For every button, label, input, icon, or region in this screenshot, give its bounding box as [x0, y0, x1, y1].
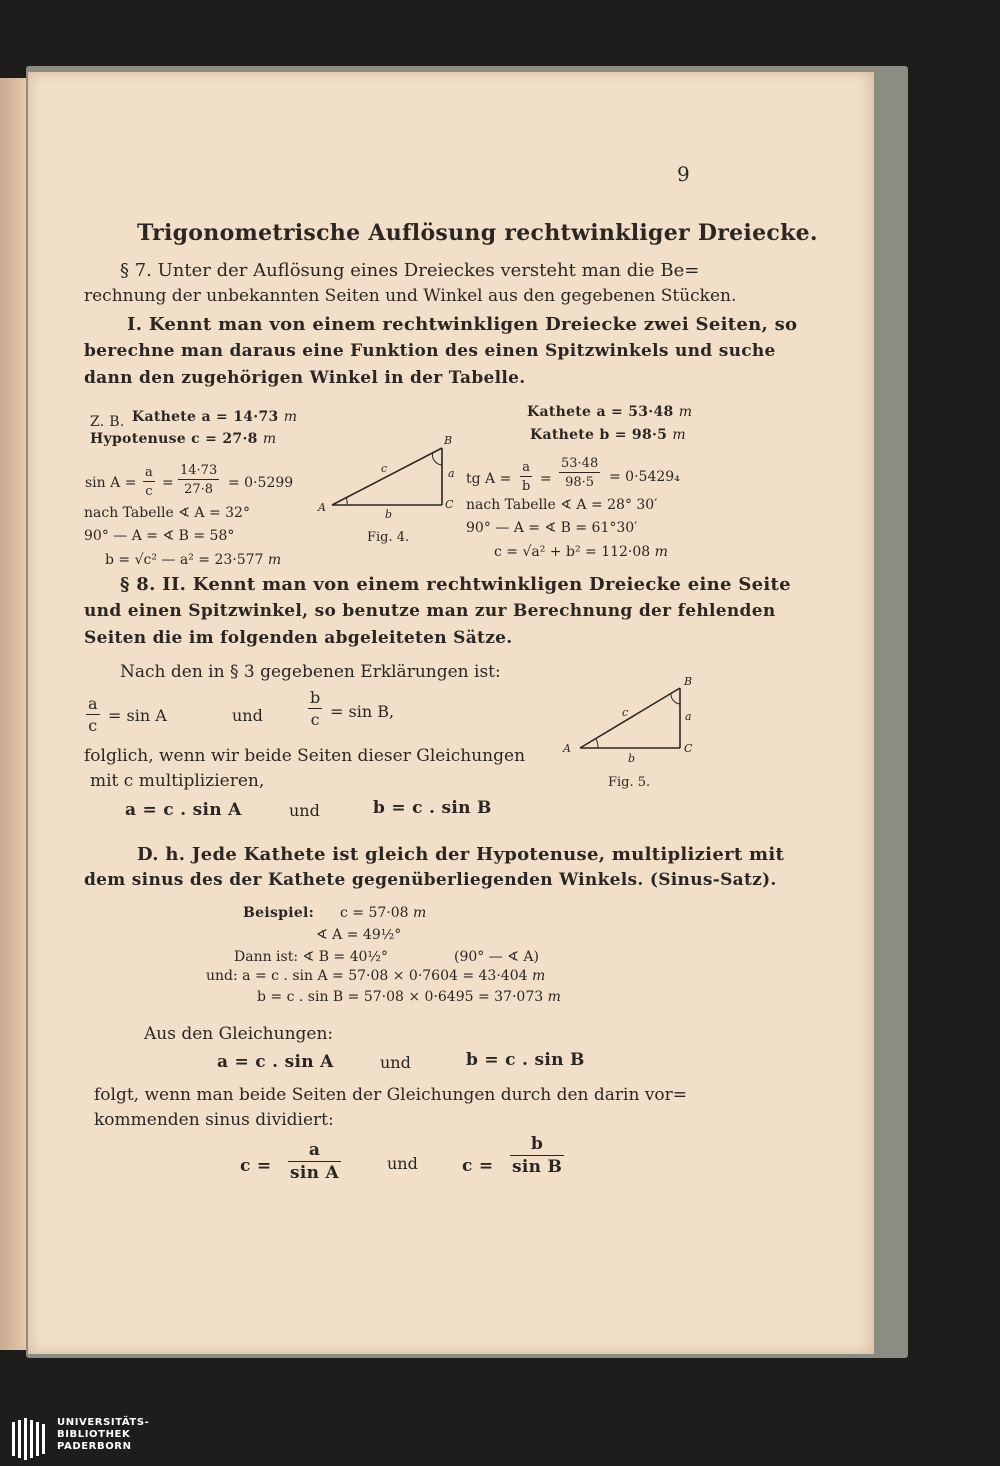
example-1-kathete: Kathete a = 14·73 m: [132, 409, 298, 425]
eq1-fraction: $\frac{a}{c}$: [88, 694, 98, 735]
library-name-line-3: PADERBORN: [57, 1441, 132, 1452]
result-b-formula: b = c . sin B: [373, 798, 492, 818]
example-1-table-angle: nach Tabelle ∢ A = 32°: [84, 505, 250, 521]
example-1-sin-lhs: sin A =: [85, 475, 137, 491]
beispiel-label: Beispiel:: [243, 905, 315, 921]
figure-4-vertex-c: C: [445, 498, 454, 511]
example-1-hypotenuse: Hypotenuse c = 27·8 m: [90, 431, 277, 447]
left-page-edge: [0, 78, 26, 1350]
rule-1-line-2: berechne man daraus eine Funktion des einen Spitzwinkels und suche: [84, 341, 776, 361]
library-name-line-2: BIBLIOTHEK: [57, 1429, 131, 1440]
figure-5-caption: Fig. 5.: [608, 775, 651, 790]
figure-5-side-a: a: [685, 710, 692, 723]
library-logo: [10, 1416, 50, 1462]
example-2-c-line: c = √a² + b² = 112·08 m: [494, 544, 668, 560]
result-a-formula: a = c . sin A: [125, 800, 242, 820]
example-1-fraction-values: $\frac{14\cdot 73}{27\cdot 8}$: [180, 463, 218, 497]
paragraph-8-line-3: Seiten die im folgenden abgeleiteten Sätze.: [84, 628, 513, 648]
folgt-line-1: folgt, wenn man beide Seiten der Gleichungen durch den darin vor=: [94, 1085, 688, 1105]
final-und: und: [387, 1154, 418, 1173]
result-und: und: [289, 801, 320, 820]
example-2-tg-result: = 0·5429₄: [609, 469, 680, 485]
final-c1-lhs: c =: [240, 1156, 272, 1176]
theorem-line-1: D. h. Jede Kathete ist gleich der Hypotenuse, multipliziert mit: [137, 844, 785, 865]
eq1-und: und: [232, 706, 263, 725]
figure-4-side-b: b: [385, 508, 393, 521]
example-1-prefix: Z. B.: [90, 414, 125, 430]
figure-5-side-c: c: [622, 706, 629, 719]
eq2-fraction: $\frac{b}{c}$: [310, 688, 321, 729]
example-2-kathete-b: Kathete b = 98·5 m: [530, 427, 686, 443]
example-2-equals: =: [540, 471, 552, 487]
folglich-line-1: folglich, wenn wir beide Seiten dieser Gleichungen: [84, 746, 526, 766]
example-2-table-angle: nach Tabelle ∢ A = 28° 30′: [466, 497, 658, 513]
paragraph-7-line-1: § 7. Unter der Auflösung eines Dreieckes versteht man die Be=: [120, 260, 700, 281]
final-c2-lhs: c =: [462, 1156, 494, 1176]
example-1-b-line: b = √c² — a² = 23·577 m: [105, 552, 282, 568]
figure-5-vertex-a: A: [563, 742, 571, 755]
folglich-line-2: mit c multiplizieren,: [90, 771, 265, 791]
figure-5-side-b: b: [628, 752, 636, 762]
page-number: 9: [677, 162, 690, 186]
final-c1-fraction: $\frac{a}{\text{sin A}}$: [290, 1140, 339, 1183]
rule-1-line-3: dann den zugehörigen Winkel in der Tabelle.: [84, 368, 526, 388]
eqs2-b-formula: b = c . sin B: [466, 1050, 585, 1070]
library-footer: [0, 1414, 1000, 1466]
figure-4-diagram: [315, 432, 465, 522]
page-heading: Trigonometrische Auflösung rechtwinkliger Dreiecke.: [137, 220, 818, 246]
example-2-fraction-a-over-b: $\frac{a}{b}$: [522, 460, 531, 494]
example-1-equals: =: [162, 475, 174, 491]
paragraph-7-line-2: rechnung der unbekannten Seiten und Winkel aus den gegebenen Stücken.: [84, 286, 737, 306]
beispiel-angle-a: ∢ A = 49½°: [316, 927, 402, 943]
figure-4-side-c: c: [381, 462, 388, 475]
beispiel-und-a-line: und: a = c . sin A = 57·08 × 0·7604 = 43·404 m: [206, 968, 546, 984]
paragraph-8-line-2: und einen Spitzwinkel, so benutze man zur Berechnung der fehlenden: [84, 601, 776, 621]
eq2-rhs: = sin B,: [330, 702, 395, 721]
eq1-rhs: = sin A: [108, 706, 167, 725]
figure-4-vertex-a: A: [318, 501, 326, 514]
example-2-angle-b: 90° — A = ∢ B = 61°30′: [466, 520, 638, 536]
beispiel-c-line: c = 57·08 m: [340, 905, 427, 921]
beispiel-b-line: b = c . sin B = 57·08 × 0·6495 = 37·073 m: [257, 989, 561, 1005]
example-2-kathete-a: Kathete a = 53·48 m: [527, 404, 693, 420]
example-2-tg-lhs: tg A =: [466, 471, 512, 487]
figure-5-vertex-c: C: [684, 742, 693, 755]
beispiel-dann-note: (90° — ∢ A): [454, 949, 539, 965]
example-1-angle-b: 90° — A = ∢ B = 58°: [84, 528, 235, 544]
example-1-fraction-a-over-c: $\frac{a}{c}$: [145, 465, 153, 499]
figure-4-vertex-b: B: [444, 434, 453, 447]
figure-4-caption: Fig. 4.: [367, 530, 410, 545]
final-c2-fraction: $\frac{b}{\text{sin B}}$: [512, 1134, 563, 1177]
figure-5-vertex-b: B: [684, 675, 693, 688]
beispiel-dann-ist: Dann ist: ∢ B = 40½°: [234, 949, 388, 965]
nach-den-line: Nach den in § 3 gegebenen Erklärungen ist:: [120, 662, 501, 682]
figure-5-diagram: [558, 672, 708, 762]
aus-den-line: Aus den Gleichungen:: [144, 1024, 334, 1044]
folgt-line-2: kommenden sinus dividiert:: [94, 1110, 334, 1130]
example-1-sin-result: = 0·5299: [228, 475, 294, 491]
eqs2-a-formula: a = c . sin A: [217, 1052, 334, 1072]
figure-4-side-a: a: [448, 467, 455, 480]
library-name-line-1: UNIVERSITÄTS-: [57, 1417, 150, 1428]
rule-1-line-1: I. Kennt man von einem rechtwinkligen Dreiecke zwei Seiten, so: [127, 314, 798, 335]
paragraph-8-line-1: § 8. II. Kennt man von einem rechtwinkligen Dreiecke eine Seite: [120, 574, 791, 595]
eqs2-und: und: [380, 1053, 411, 1072]
example-2-fraction-values: $\frac{53\cdot 48}{98\cdot 5}$: [561, 456, 599, 490]
theorem-line-2: dem sinus des der Kathete gegenüberliegenden Winkels. (Sinus-Satz).: [84, 870, 777, 890]
